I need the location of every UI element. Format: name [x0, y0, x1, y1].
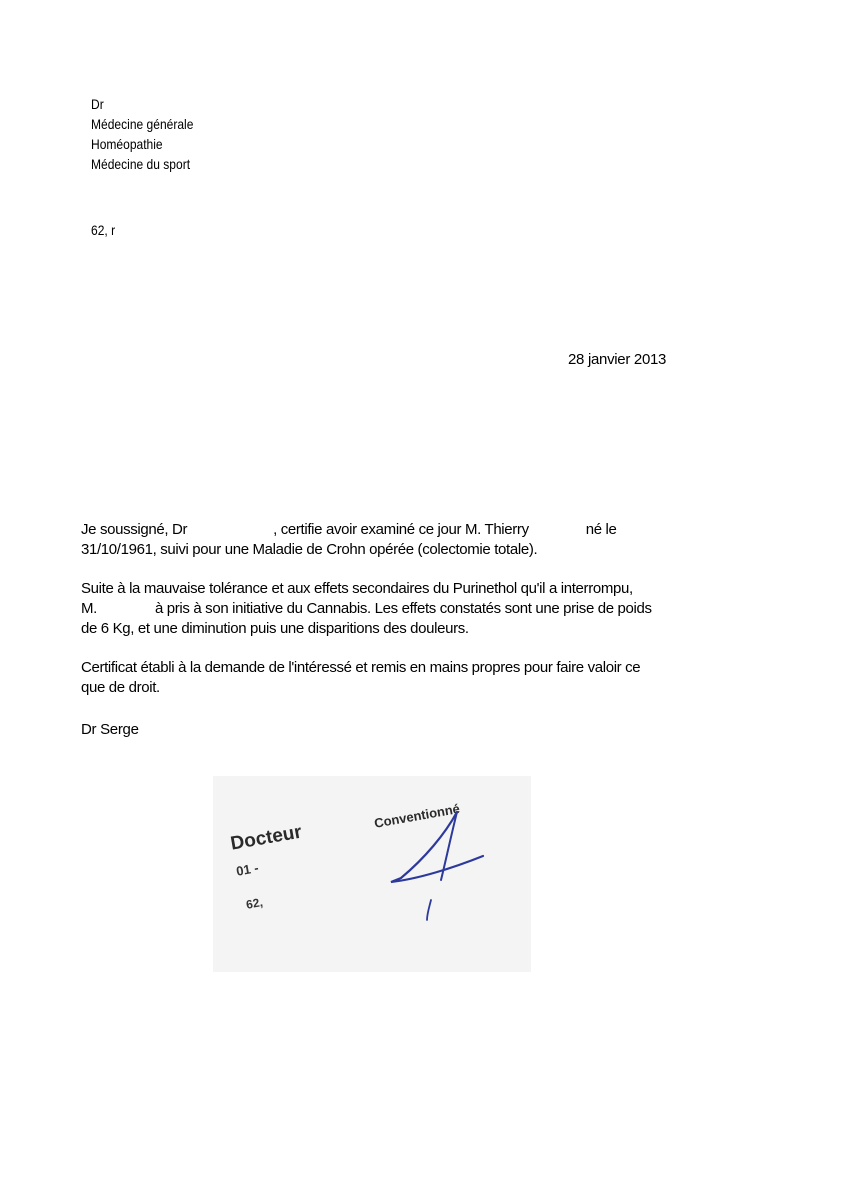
certificate-body	[81, 520, 771, 717]
paragraph-treatment	[81, 579, 771, 639]
letterhead-address: 62, r	[91, 222, 116, 238]
handwritten-signature-icon	[213, 776, 531, 972]
stamp-docteur-text: Docteur	[229, 821, 304, 855]
text-line	[81, 599, 771, 619]
text-line: de 6 Kg, et une diminution puis une disparitions des douleurs.	[81, 620, 469, 637]
specialty-sport: Médecine du sport	[91, 156, 191, 172]
doctor-title: Dr	[91, 96, 104, 112]
text-line	[81, 520, 771, 540]
text-fragment: à pris à son initiative du Cannabis. Les effets constatés sont une prise de poids	[154, 600, 652, 617]
stamp-address-text: 62,	[245, 895, 264, 912]
text-fragment: né le	[585, 521, 617, 538]
doctor-letterhead	[91, 94, 193, 174]
stamp-area	[213, 776, 531, 972]
text-line: 31/10/1961, suivi pour une Maladie de Crohn opérée (colectomie totale).	[81, 541, 538, 558]
text-line: Certificat établi à la demande de l'intéressé et remis en mains propres pour faire valoir ce	[81, 659, 641, 676]
signature-name: Dr Serge	[81, 721, 139, 738]
paragraph-certification	[81, 658, 771, 698]
text-fragment: Je soussigné, Dr	[81, 521, 188, 538]
specialty-homeopathy: Homéopathie	[91, 136, 163, 152]
specialty-general: Médecine générale	[91, 116, 194, 132]
text-fragment: M.	[81, 600, 97, 617]
letter-date: 28 janvier 2013	[568, 351, 667, 368]
text-line: Suite à la mauvaise tolérance et aux effets secondaires du Purinethol qu'il a interrompu,	[81, 580, 633, 597]
doctor-stamp	[213, 776, 531, 972]
stamp-phone-text: 01 -	[235, 860, 260, 879]
paragraph-examination	[81, 520, 771, 560]
text-line: que de droit.	[81, 679, 160, 696]
stamp-conventionne-text: Conventionné	[373, 800, 461, 831]
text-fragment: , certifie avoir examiné ce jour M. Thierry	[273, 521, 529, 538]
